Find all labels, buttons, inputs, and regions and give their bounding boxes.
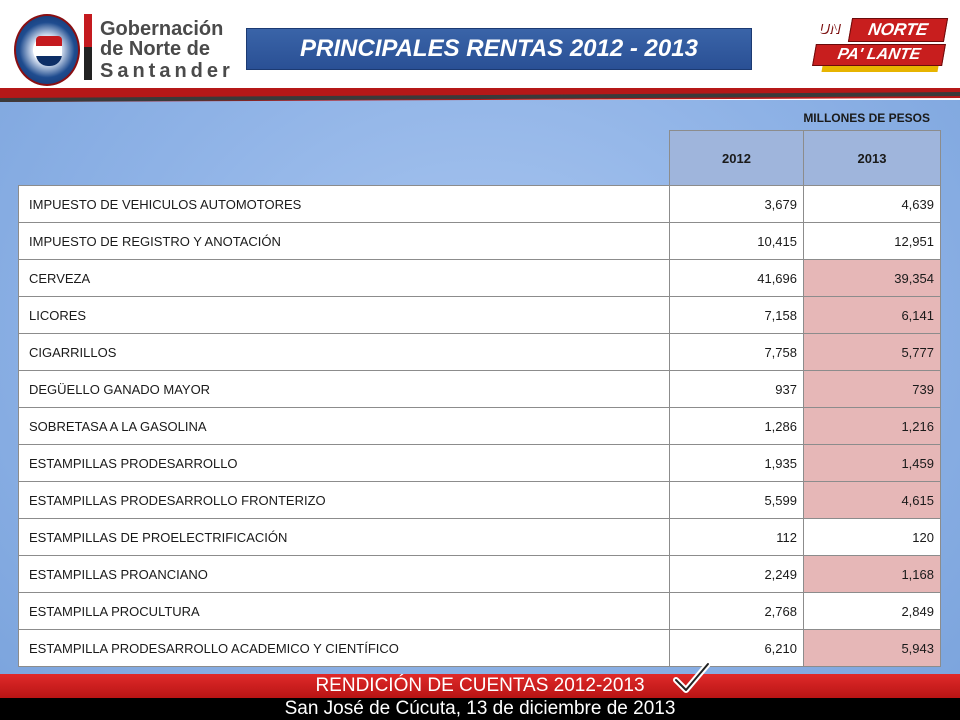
table-row — [19, 297, 941, 334]
badge-un: UN — [818, 20, 840, 37]
value-2012: 5,599 — [670, 482, 804, 519]
row-label: DEGÜELLO GANADO MAYOR — [19, 371, 670, 408]
org-name-line2: de Norte de — [100, 38, 211, 60]
value-2013: 5,943 — [804, 630, 941, 667]
value-2013: 739 — [804, 371, 941, 408]
value-2012: 1,935 — [670, 445, 804, 482]
value-2012: 6,210 — [670, 630, 804, 667]
table-row — [19, 519, 941, 556]
row-label: ESTAMPILLAS PRODESARROLLO FRONTERIZO — [19, 482, 670, 519]
table-row — [19, 371, 941, 408]
table-row — [19, 260, 941, 297]
value-2013: 12,951 — [804, 223, 941, 260]
value-2013: 39,354 — [804, 260, 941, 297]
column-header-2013: 2013 — [804, 131, 941, 186]
value-2012: 112 — [670, 519, 804, 556]
flag-icon — [84, 14, 92, 80]
row-label: ESTAMPILLA PROCULTURA — [19, 593, 670, 630]
value-2013: 5,777 — [804, 334, 941, 371]
badge-norte: NORTE — [848, 18, 948, 42]
row-label: CERVEZA — [19, 260, 670, 297]
footer-banner-text: RENDICIÓN DE CUENTAS 2012-2013 — [315, 675, 645, 696]
value-2013: 2,849 — [804, 593, 941, 630]
row-label: ESTAMPILLAS PROANCIANO — [19, 556, 670, 593]
table-row — [19, 593, 941, 630]
row-label: LICORES — [19, 297, 670, 334]
table-row — [19, 556, 941, 593]
governorate-logo — [10, 8, 234, 84]
table-row — [19, 482, 941, 519]
value-2012: 3,679 — [670, 186, 804, 223]
row-label: ESTAMPILLAS PRODESARROLLO — [19, 445, 670, 482]
revenue-table — [18, 130, 941, 667]
row-label: ESTAMPILLA PRODESARROLLO ACADEMICO Y CIENTÍFICO — [19, 630, 670, 667]
table-row — [19, 223, 941, 260]
org-name-line1: Gobernación — [100, 18, 224, 40]
checkmark-icon — [672, 660, 712, 696]
table-row — [19, 186, 941, 223]
value-2013: 120 — [804, 519, 941, 556]
table-header-row — [19, 131, 941, 186]
badge-stripe — [821, 66, 938, 72]
row-label: CIGARRILLOS — [19, 334, 670, 371]
value-2013: 1,459 — [804, 445, 941, 482]
row-label: ESTAMPILLAS DE PROELECTRIFICACIÓN — [19, 519, 670, 556]
page-title: PRINCIPALES RENTAS 2012 - 2013 — [300, 35, 698, 62]
campaign-badge — [804, 14, 950, 78]
value-2012: 2,768 — [670, 593, 804, 630]
units-label: MILLONES DE PESOS — [803, 111, 930, 125]
row-label: IMPUESTO DE REGISTRO Y ANOTACIÓN — [19, 223, 670, 260]
column-header-2012: 2012 — [670, 131, 804, 186]
value-2012: 7,158 — [670, 297, 804, 334]
header-blank-cell — [19, 131, 670, 186]
header-swoosh — [0, 88, 960, 102]
table-row — [19, 408, 941, 445]
row-label: SOBRETASA A LA GASOLINA — [19, 408, 670, 445]
row-label: IMPUESTO DE VEHICULOS AUTOMOTORES — [19, 186, 670, 223]
place-date: San José de Cúcuta, 13 de diciembre de 2013 — [0, 698, 960, 720]
value-2013: 4,639 — [804, 186, 941, 223]
value-2012: 937 — [670, 371, 804, 408]
badge-palante: PA' LANTE — [812, 44, 946, 66]
value-2012: 10,415 — [670, 223, 804, 260]
value-2013: 1,168 — [804, 556, 941, 593]
table-row — [19, 445, 941, 482]
org-name-line3: Santander — [100, 60, 234, 82]
title-banner — [246, 28, 752, 70]
value-2012: 41,696 — [670, 260, 804, 297]
value-2012: 2,249 — [670, 556, 804, 593]
table-row — [19, 334, 941, 371]
coat-of-arms-icon — [14, 14, 80, 86]
table-row — [19, 630, 941, 667]
value-2013: 1,216 — [804, 408, 941, 445]
value-2013: 6,141 — [804, 297, 941, 334]
value-2012: 1,286 — [670, 408, 804, 445]
value-2013: 4,615 — [804, 482, 941, 519]
value-2012: 7,758 — [670, 334, 804, 371]
